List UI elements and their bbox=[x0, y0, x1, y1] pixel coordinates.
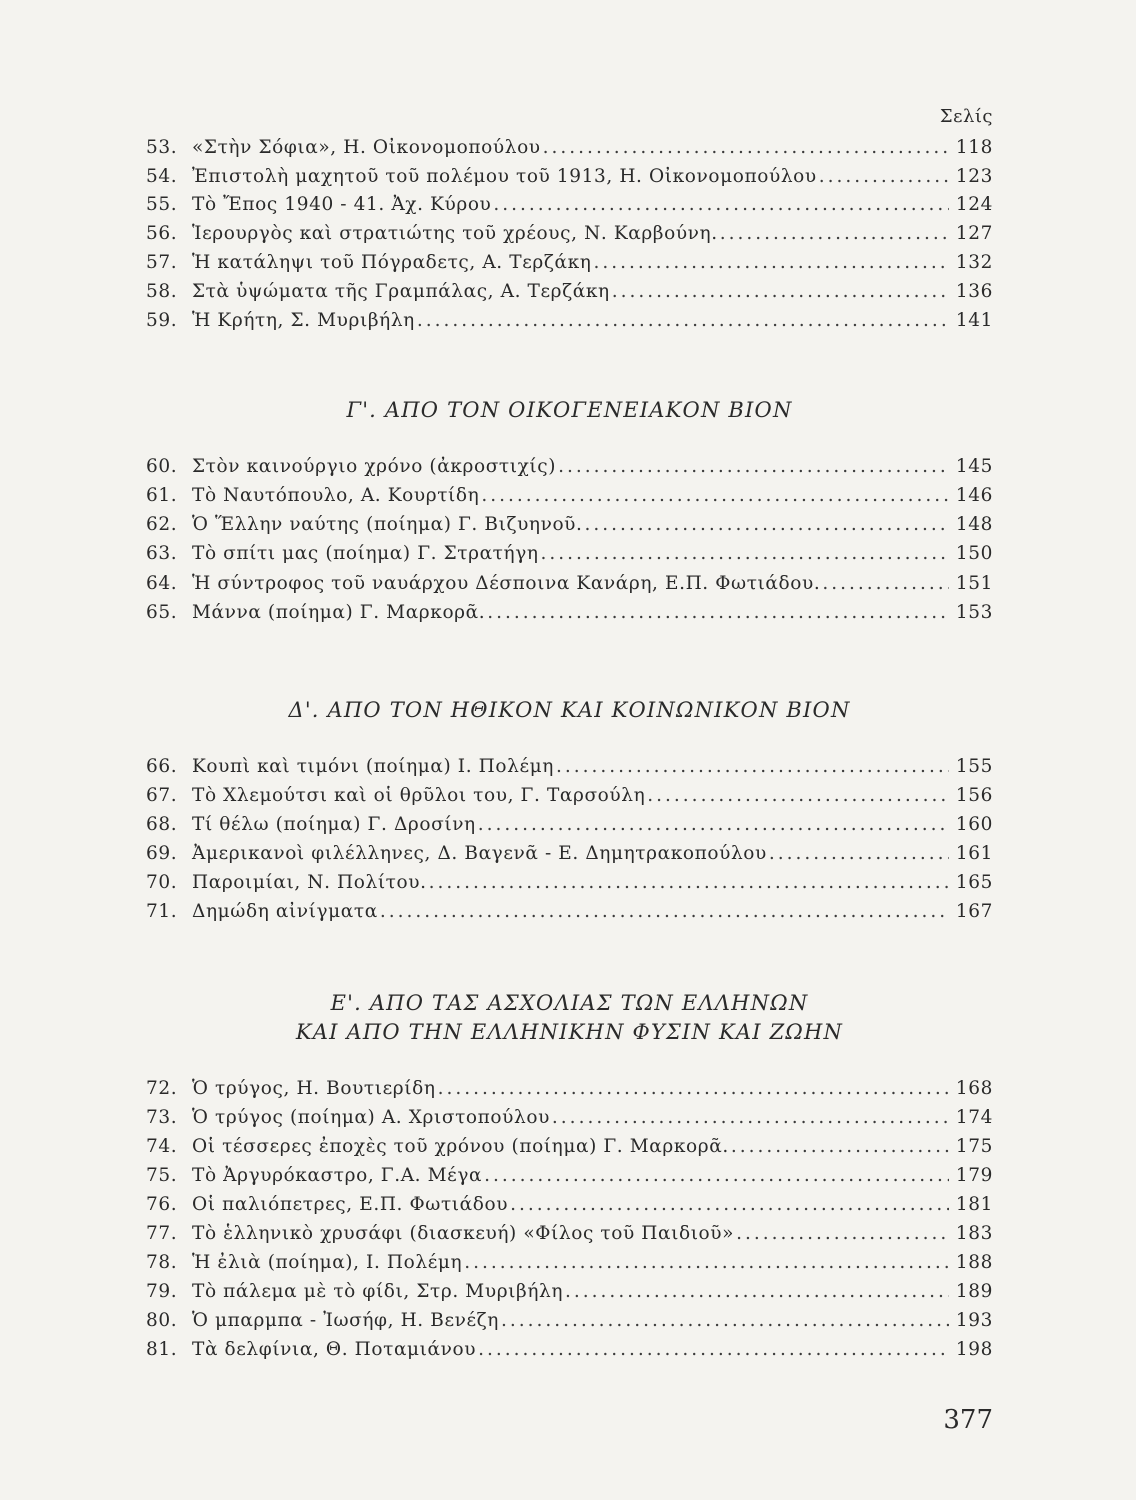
toc-entry bbox=[146, 223, 993, 249]
dot-leader bbox=[541, 543, 949, 564]
toc-entry bbox=[146, 485, 993, 511]
entry-page: 123 bbox=[955, 166, 993, 187]
dot-leader bbox=[565, 1281, 949, 1302]
dot-leader bbox=[612, 281, 949, 302]
dot-leader bbox=[731, 1136, 949, 1157]
entry-number: 67. bbox=[146, 785, 178, 806]
entry-page: 168 bbox=[955, 1078, 993, 1099]
entry-number: 72. bbox=[146, 1078, 178, 1099]
toc-entry bbox=[146, 1136, 993, 1162]
toc-entry bbox=[146, 573, 993, 599]
entry-title: Ἡ κατάληψι τοῦ Πόγραδετς, Α. Τερζάκη bbox=[192, 252, 592, 273]
toc-entry bbox=[146, 1223, 993, 1249]
entry-title: Τὸ Χλεμούτσι καὶ οἱ θρῦλοι του, Γ. Ταρσούλη bbox=[192, 785, 646, 806]
entry-title: Οἱ παλιόπετρες, Ε.Π. Φωτιάδου bbox=[192, 1194, 509, 1215]
toc-entry bbox=[146, 1165, 993, 1191]
entry-page: 118 bbox=[955, 137, 993, 158]
entry-title: Ὁ τρύγος, Η. Βουτιερίδη bbox=[192, 1078, 436, 1099]
entry-number: 68. bbox=[146, 814, 178, 835]
entry-title: Τὸ ἑλληνικὸ χρυσάφι (διασκευή) «Φίλος τοῦ Παιδιοῦ» bbox=[192, 1223, 735, 1244]
entry-page: 160 bbox=[955, 814, 993, 835]
dot-leader bbox=[478, 1339, 949, 1360]
entry-page: 165 bbox=[955, 872, 993, 893]
toc-entry bbox=[146, 1107, 993, 1133]
entry-page: 188 bbox=[955, 1252, 993, 1273]
entry-number: 71. bbox=[146, 901, 178, 922]
dot-leader bbox=[487, 602, 949, 623]
entry-title: «Στὴν Σόφια», Η. Οἰκονομοπούλου bbox=[192, 137, 541, 158]
entry-title: Τὸ Ναυτόπουλο, Α. Κουρτίδη bbox=[192, 485, 480, 506]
entry-number: 63. bbox=[146, 543, 178, 564]
dot-leader bbox=[478, 814, 949, 835]
toc-entry bbox=[146, 137, 993, 163]
toc-entry bbox=[146, 756, 993, 782]
entry-title: Τὸ Ἀργυρόκαστρο, Γ.Α. Μέγα bbox=[192, 1165, 483, 1186]
toc-entry bbox=[146, 281, 993, 307]
entry-number: 80. bbox=[146, 1310, 178, 1331]
dot-leader bbox=[585, 514, 949, 535]
toc-entry bbox=[146, 310, 993, 336]
entry-number: 65. bbox=[146, 602, 178, 623]
section-heading: Δ'. ΑΠΟ ΤΟΝ ΗΘΙΚΟΝ ΚΑΙ ΚΟΙΝΩΝΙΚΟΝ ΒΙΟΝ bbox=[288, 698, 851, 722]
toc-entry bbox=[146, 843, 993, 869]
entry-page: 189 bbox=[955, 1281, 993, 1302]
toc-entry bbox=[146, 602, 993, 628]
entry-page: 136 bbox=[955, 281, 993, 302]
toc-entry bbox=[146, 901, 993, 927]
dot-leader bbox=[510, 1194, 949, 1215]
entry-title: Ἡ ἐλιὰ (ποίημα), Ι. Πολέμη bbox=[192, 1252, 463, 1273]
entry-number: 59. bbox=[146, 310, 178, 331]
entry-title: Μάννα (ποίημα) Γ. Μαρκορᾶ. bbox=[192, 602, 486, 623]
dot-leader bbox=[552, 1107, 949, 1128]
dot-leader bbox=[417, 310, 949, 331]
toc-entry bbox=[146, 872, 993, 898]
entry-page: 179 bbox=[955, 1165, 993, 1186]
toc-entry bbox=[146, 252, 993, 278]
entry-number: 53. bbox=[146, 137, 178, 158]
entry-number: 66. bbox=[146, 756, 178, 777]
entry-page: 174 bbox=[955, 1107, 993, 1128]
entry-number: 60. bbox=[146, 456, 178, 477]
entry-title: Τὸ πάλεμα μὲ τὸ φίδι, Στρ. Μυριβήλη bbox=[192, 1281, 564, 1302]
entry-number: 64. bbox=[146, 573, 178, 594]
toc-entry bbox=[146, 514, 993, 540]
entry-title: Τὸ Ἔπος 1940 - 41. Ἀχ. Κύρου bbox=[192, 194, 492, 215]
entry-page: 153 bbox=[955, 602, 993, 623]
toc-entry bbox=[146, 1281, 993, 1307]
entry-number: 56. bbox=[146, 223, 178, 244]
section-heading: ΚΑΙ ΑΠΟ ΤΗΝ ΕΛΛΗΝΙΚΗΝ ΦΥΣΙΝ ΚΑΙ ΖΩΗΝ bbox=[295, 1020, 844, 1044]
dot-leader bbox=[736, 1223, 949, 1244]
dot-leader bbox=[822, 573, 949, 594]
entry-title: Ἀμερικανοὶ φιλέλληνες, Δ. Βαγενᾶ - Ε. Δημητρακοπούλου bbox=[192, 843, 767, 864]
toc-entry bbox=[146, 785, 993, 811]
entry-number: 69. bbox=[146, 843, 178, 864]
entry-title: Ὁ τρύγος (ποίημα) Α. Χριστοπούλου bbox=[192, 1107, 550, 1128]
entry-page: 193 bbox=[955, 1310, 993, 1331]
toc-entry bbox=[146, 194, 993, 220]
toc-entry bbox=[146, 1339, 993, 1365]
entry-number: 74. bbox=[146, 1136, 178, 1157]
page-column-header: Σελίς bbox=[939, 106, 993, 127]
entry-number: 73. bbox=[146, 1107, 178, 1128]
dot-leader bbox=[593, 252, 949, 273]
entry-page: 183 bbox=[955, 1223, 993, 1244]
toc-entry bbox=[146, 166, 993, 192]
dot-leader bbox=[493, 194, 949, 215]
entry-number: 55. bbox=[146, 194, 178, 215]
entry-page: 132 bbox=[955, 252, 993, 273]
entry-title: Τὰ δελφίνια, Θ. Ποταμιάνου bbox=[192, 1339, 477, 1360]
section-heading: Γ'. ΑΠΟ ΤΟΝ ΟΙΚΟΓΕΝΕΙΑΚΟΝ ΒΙΟΝ bbox=[346, 398, 793, 422]
entry-number: 58. bbox=[146, 281, 178, 302]
entry-title: Τί θέλω (ποίημα) Γ. Δροσίνη bbox=[192, 814, 476, 835]
dot-leader bbox=[647, 785, 949, 806]
entry-page: 198 bbox=[955, 1339, 993, 1360]
entry-number: 70. bbox=[146, 872, 178, 893]
entry-title: Κουπὶ καὶ τιμόνι (ποίημα) Ι. Πολέμη bbox=[192, 756, 554, 777]
dot-leader bbox=[769, 843, 949, 864]
entry-page: 141 bbox=[955, 310, 993, 331]
toc-entry bbox=[146, 1310, 993, 1336]
toc-entry bbox=[146, 543, 993, 569]
toc-entry bbox=[146, 1194, 993, 1220]
entry-page: 146 bbox=[955, 485, 993, 506]
entry-number: 62. bbox=[146, 514, 178, 535]
entry-title: Ἐπιστολὴ μαχητοῦ τοῦ πολέμου τοῦ 1913, Η. Οἰκονομοπούλου bbox=[192, 166, 817, 187]
entry-title: Στὸν καινούργιο χρόνο (ἀκροστιχίς) bbox=[192, 456, 557, 477]
toc-entry bbox=[146, 1078, 993, 1104]
entry-title: Οἱ τέσσερες ἐποχὲς τοῦ χρόνου (ποίημα) Γ. Μαρκορᾶ. bbox=[192, 1136, 729, 1157]
entry-number: 75. bbox=[146, 1165, 178, 1186]
entry-title: Ὁ Ἕλλην ναύτης (ποίημα) Γ. Βιζυηνοῦ. bbox=[192, 514, 583, 535]
dot-leader bbox=[720, 223, 949, 244]
dot-leader bbox=[558, 456, 949, 477]
dot-leader bbox=[484, 1165, 949, 1186]
dot-leader bbox=[501, 1310, 949, 1331]
section-heading: Ε'. ΑΠΟ ΤΑΣ ΑΣΧΟΛΙΑΣ ΤΩΝ ΕΛΛΗΝΩΝ bbox=[330, 991, 809, 1015]
entry-page: 175 bbox=[955, 1136, 993, 1157]
entry-title: Ἡ σύντροφος τοῦ ναυάρχου Δέσποινα Κανάρη, Ε.Π. Φωτιάδου. bbox=[192, 573, 821, 594]
entry-number: 77. bbox=[146, 1223, 178, 1244]
dot-leader bbox=[438, 1078, 949, 1099]
page-number: 377 bbox=[943, 1405, 993, 1435]
entry-page: 145 bbox=[955, 456, 993, 477]
entry-page: 181 bbox=[955, 1194, 993, 1215]
entry-page: 151 bbox=[955, 573, 993, 594]
toc-entry bbox=[146, 1252, 993, 1278]
entry-number: 57. bbox=[146, 252, 178, 273]
entry-title: Ἱερουργὸς καὶ στρατιώτης τοῦ χρέους, Ν. Καρβούνη. bbox=[192, 223, 718, 244]
entry-number: 81. bbox=[146, 1339, 178, 1360]
entry-number: 79. bbox=[146, 1281, 178, 1302]
entry-title: Δημώδη αἰνίγματα bbox=[192, 901, 378, 922]
dot-leader bbox=[543, 137, 949, 158]
entry-page: 156 bbox=[955, 785, 993, 806]
entry-title: Ἡ Κρήτη, Σ. Μυριβήλη bbox=[192, 310, 415, 331]
dot-leader bbox=[464, 1252, 949, 1273]
toc-entry bbox=[146, 456, 993, 482]
entry-page: 167 bbox=[955, 901, 993, 922]
entry-page: 124 bbox=[955, 194, 993, 215]
entry-title: Ὁ μπαρμπα - Ἰωσήφ, Η. Βενέζη bbox=[192, 1310, 499, 1331]
entry-page: 155 bbox=[955, 756, 993, 777]
entry-number: 61. bbox=[146, 485, 178, 506]
entry-number: 78. bbox=[146, 1252, 178, 1273]
toc-entry bbox=[146, 814, 993, 840]
entry-title: Παροιμίαι, Ν. Πολίτου. bbox=[192, 872, 427, 893]
entry-number: 76. bbox=[146, 1194, 178, 1215]
dot-leader bbox=[556, 756, 949, 777]
dot-leader bbox=[481, 485, 949, 506]
entry-page: 127 bbox=[955, 223, 993, 244]
entry-page: 161 bbox=[955, 843, 993, 864]
entry-page: 148 bbox=[955, 514, 993, 535]
entry-number: 54. bbox=[146, 166, 178, 187]
dot-leader bbox=[380, 901, 949, 922]
entry-page: 150 bbox=[955, 543, 993, 564]
dot-leader bbox=[819, 166, 949, 187]
entry-title: Τὸ σπίτι μας (ποίημα) Γ. Στρατήγη bbox=[192, 543, 539, 564]
dot-leader bbox=[429, 872, 949, 893]
entry-title: Στὰ ὑψώματα τῆς Γραμπάλας, Α. Τερζάκη bbox=[192, 281, 610, 302]
